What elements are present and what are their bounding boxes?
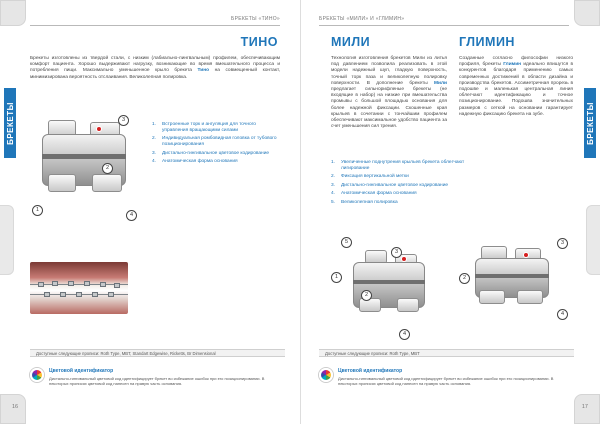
archwire-slot <box>353 280 425 284</box>
callout-4: 4 <box>557 309 568 320</box>
bracket-wing <box>479 290 505 304</box>
section-tab-label: БРЕКЕТЫ <box>585 101 595 145</box>
bracket-mark <box>108 292 114 297</box>
bracket-mark <box>52 281 58 286</box>
running-head: БРЕКЕТЫ «МИЛИ» И «ГЛИМИН» <box>319 16 405 22</box>
bracket-mark <box>76 292 82 297</box>
color-identifier-text: Дистально-гингивальный цветовой код идентифицирует брекет во избежание ошибок при его позиционировании. В некоторых прописях цветовой код нанесен на правую часть основания. <box>49 375 265 386</box>
intro-paragraph <box>30 56 280 81</box>
features-list <box>152 122 280 168</box>
callout-2: 2 <box>459 273 470 284</box>
mili-brand: Мили <box>434 80 447 86</box>
features-list <box>331 160 476 208</box>
callout-2: 2 <box>102 163 113 174</box>
feature-item: 4. Анатомическая форма основания <box>152 159 238 165</box>
section-tab <box>4 88 16 158</box>
callout-1: 1 <box>32 205 43 216</box>
glimin-brand: Глимин <box>503 62 522 68</box>
callout-5: 5 <box>341 237 352 248</box>
bracket-mark <box>84 281 90 286</box>
prescriptions-note: Доступные следующие прописи: Roth Type, MBT <box>325 351 420 356</box>
feature-item: 3. Дистально-гингивальное цветовое кодирование <box>152 150 270 156</box>
intro-text-a: Брекеты изготовлены из твердой стали, с низким (лабиально-лингвальным) профилем, обеспечивающим комфорт пациента. Хорошо выдерживают нагрузку, возникающие во время вмешательного процесса и потребления пищи. Максимально уменьшенное крыло брекета <box>30 56 280 74</box>
bracket-wing <box>517 290 543 304</box>
bracket-illustration <box>30 112 150 222</box>
puzzle-corner-icon <box>574 0 600 26</box>
puzzle-piece-icon <box>0 205 14 275</box>
bracket-wing <box>92 174 122 192</box>
archwire-slot <box>42 154 126 159</box>
callout-4: 4 <box>399 329 410 340</box>
page-title: ТИНО <box>240 35 278 49</box>
bracket-mark <box>60 292 66 297</box>
section-tab-label: БРЕКЕТЫ <box>5 101 15 145</box>
callout-3: 3 <box>391 247 402 258</box>
section-tab <box>584 88 596 158</box>
color-wheel-icon <box>30 368 44 382</box>
header-rule <box>30 25 280 26</box>
bracket-wing <box>48 174 76 192</box>
color-wheel-icon <box>319 368 333 382</box>
running-head: БРЕКЕТЫ «ТИНО» <box>231 16 280 22</box>
mili-title: МИЛИ <box>331 35 371 49</box>
bracket-mark <box>92 292 98 297</box>
color-code-dot <box>401 256 407 262</box>
glimin-paragraph <box>459 56 573 118</box>
archwire-slot <box>475 274 549 278</box>
feature-item: 4. Анатомическая форма основания <box>331 191 417 197</box>
intro-text-b: на совмещенный контакт, минимизирована вероятность отслаивания. Великолепная полировка. <box>30 68 280 80</box>
glimin-text-b: идеально впишутся в конкурентов благодаря применению самых современных достижений в области дизайна и производства брекетов. Ассиметричная прорезь в подошве и маленькая центральная линия облегчают идентификацию и точное позиционирование. Подошва значительных размеров с сеткой на основании гарантирует надежную фиксацию брекета на зубе. <box>459 62 574 117</box>
color-identifier-title: Цветовой идентификатор <box>338 368 403 374</box>
feature-item: 2. Индивидуальная ромбовидная головка от тубового позиционирования <box>152 136 277 148</box>
intro-brand: Тино <box>197 68 210 74</box>
feature-item: 1. Увеличенные поднутрения крыльев брекета облегчают лигирование <box>331 160 465 171</box>
teeth-photo <box>30 262 128 314</box>
callout-3: 3 <box>118 115 129 126</box>
page-number: 17 <box>581 404 588 410</box>
bracket-wing <box>397 298 419 312</box>
puzzle-piece-icon <box>586 205 600 275</box>
callout-2: 2 <box>361 290 372 301</box>
color-code-dot <box>96 126 102 132</box>
mili-paragraph <box>331 56 447 130</box>
bracket-mark <box>68 281 74 286</box>
header-rule <box>319 25 569 26</box>
right-page <box>300 0 600 424</box>
bracket-mark <box>44 292 50 297</box>
bracket-wing <box>359 298 381 312</box>
page-number: 16 <box>12 404 19 410</box>
puzzle-corner-icon <box>0 0 26 26</box>
feature-item: 3. Дистально-гингивальное цветовое кодирование <box>331 182 449 188</box>
bracket-mark <box>100 282 106 287</box>
glimin-text-a: Созданные согласно философии низкого профиля, брекеты <box>459 56 573 68</box>
bracket-mark <box>38 282 44 287</box>
feature-item: 1. Встроенные торк и ангуляция для точного управления вращающими силами <box>152 122 256 133</box>
glimin-title: ГЛИМИН <box>459 35 515 49</box>
callout-1: 1 <box>331 272 342 283</box>
callout-4: 4 <box>126 210 137 221</box>
mili-text-a: Технология изготовления брекетов Мили из литья под давлением позволила реализовать в этой модели надежный шуп, гладкую поверхность, точный торк паза и великолепную полировку поверхности. В дополнение брекеты <box>331 56 447 86</box>
feature-item: 2. Фиксация вертикальной метки <box>331 174 409 180</box>
bracket-mark <box>114 283 120 288</box>
feature-item: 5. Великолепная полировка <box>331 199 398 205</box>
color-code-dot <box>523 252 529 258</box>
color-identifier-title: Цветовой идентификатор <box>49 368 114 374</box>
mili-bracket-illustration <box>331 232 443 344</box>
mili-text-b: предлагает сильнорифленые брекеты (не входящие в набор) на низкие при вмешательства промывы с большой площадью основания для более надежной фиксации. Скошенные края крыльев в сочетании с тончайшим профилем обеспечивают максимальное удобство пациента за счет уменьшения сил трения. <box>331 87 447 130</box>
color-identifier <box>319 368 574 386</box>
callout-3: 3 <box>557 238 568 249</box>
glimin-bracket-illustration <box>451 236 569 326</box>
color-identifier <box>30 368 285 386</box>
prescriptions-note: Доступные следующие прописи: Roth Type, MBT, Standart Edgewise, Ricketts, Br Dimensional <box>36 351 216 356</box>
color-identifier-text: Дистально-гингивальный цветовой код идентифицирует брекет во избежание ошибок при его позиционировании. В некоторых прописях цветовой код нанесен на правую часть основания. <box>338 375 554 386</box>
